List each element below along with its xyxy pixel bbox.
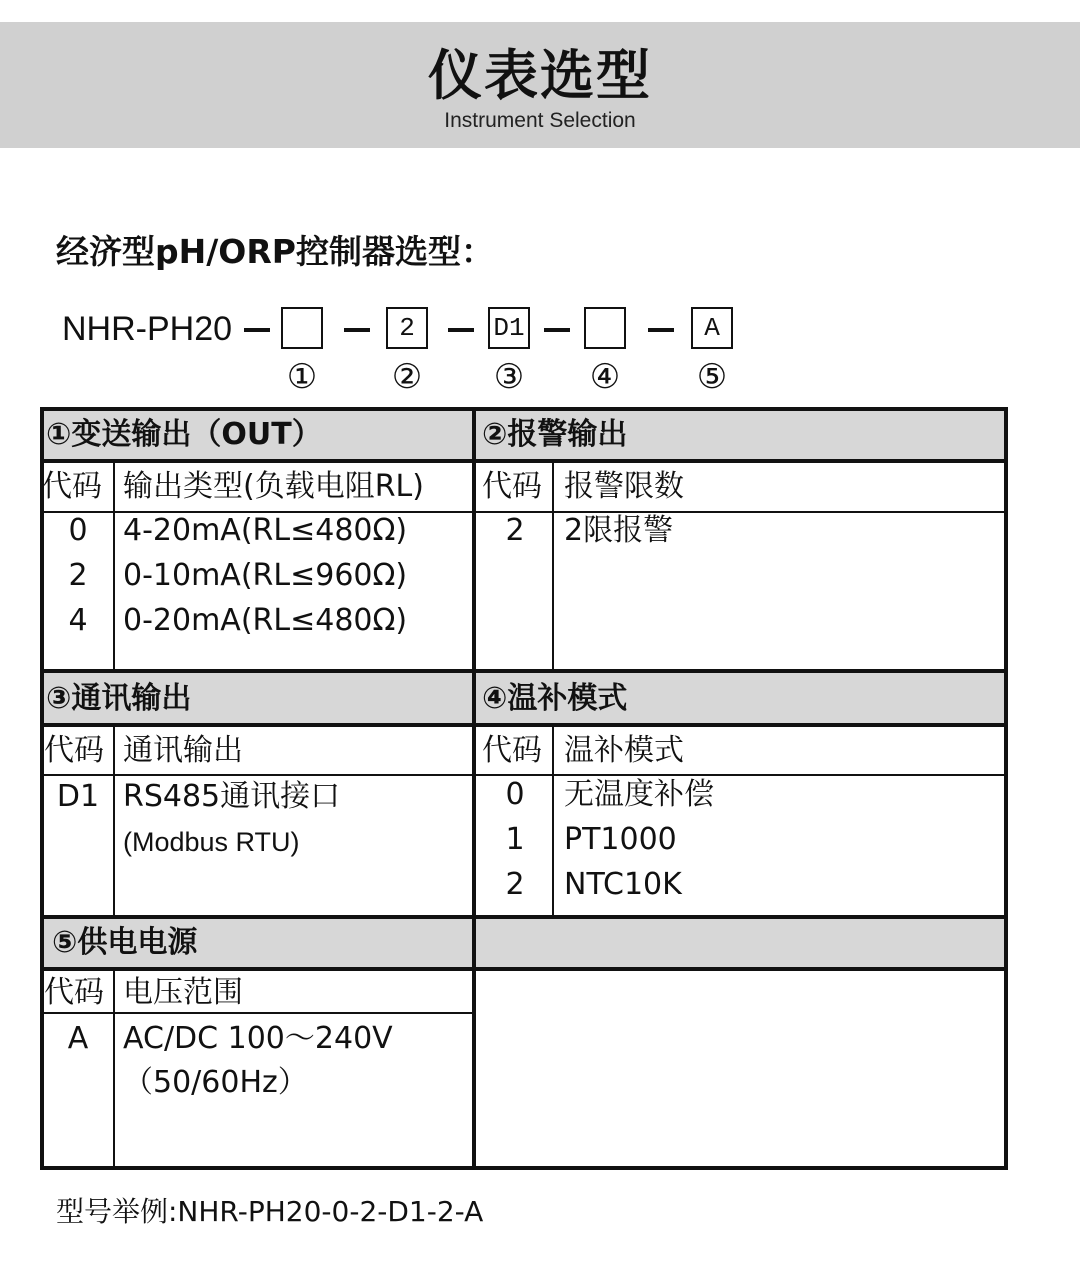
col-header-code: 代码	[42, 469, 102, 504]
model-box-5: A	[691, 307, 733, 349]
temp-row-code: 2	[505, 867, 525, 902]
position-number-3: ③	[493, 357, 525, 397]
section-title-comm: ③通讯输出	[46, 681, 192, 716]
alarm-row-desc: 2限报警	[564, 513, 674, 548]
position-number-4: ④	[589, 357, 621, 397]
out-row-code: 0	[68, 513, 88, 548]
col-header-desc: 电压范围	[123, 975, 243, 1010]
table-border	[40, 407, 1008, 411]
title-banner	[0, 22, 1080, 148]
temp-row-desc: 无温度补偿	[564, 777, 714, 812]
row-divider	[40, 459, 1008, 463]
out-row-code: 4	[68, 603, 88, 638]
temp-row-code: 0	[505, 777, 525, 812]
out-row-desc: 0-10mA(RL≤960Ω)	[123, 558, 408, 593]
table-border	[1004, 407, 1008, 1170]
table-border	[40, 407, 44, 1170]
temp-row-desc: NTC10K	[564, 867, 682, 902]
column-divider	[472, 407, 476, 1170]
col-header-code: 代码	[44, 975, 104, 1010]
position-number-5: ⑤	[696, 357, 728, 397]
model-box-2: 2	[386, 307, 428, 349]
row-divider	[40, 723, 1008, 727]
power-row-desc: AC/DC 100～240V	[123, 1021, 393, 1056]
code-column-divider	[552, 461, 554, 671]
table-border	[40, 1166, 1008, 1170]
dash	[344, 328, 370, 332]
col-header-desc: 输出类型(负载电阻RL)	[123, 469, 424, 504]
dash	[448, 328, 474, 332]
model-box-4	[584, 307, 626, 349]
temp-row-desc: PT1000	[564, 822, 677, 857]
temp-row-code: 1	[505, 822, 525, 857]
dash	[544, 328, 570, 332]
col-header-code: 代码	[44, 733, 104, 768]
section-title-temp: ④温补模式	[482, 681, 628, 716]
row-divider	[40, 669, 1008, 673]
code-column-divider	[113, 725, 115, 917]
section-title-out: ①变送输出（OUT）	[46, 417, 322, 452]
out-row-code: 2	[68, 558, 88, 593]
comm-row-code: D1	[56, 779, 100, 814]
dash	[648, 328, 674, 332]
col-header-desc: 温补模式	[564, 733, 684, 768]
code-column-divider	[113, 461, 115, 671]
power-row-code: A	[67, 1021, 89, 1056]
section-title-alarm: ②报警输出	[482, 417, 628, 452]
page-subtitle: Instrument Selection	[444, 109, 636, 132]
out-row-desc: 0-20mA(RL≤480Ω)	[123, 603, 408, 638]
model-box-3: D1	[488, 307, 530, 349]
code-column-divider	[552, 725, 554, 917]
col-header-code: 代码	[482, 733, 542, 768]
selection-table	[40, 407, 1008, 1170]
position-number-2: ②	[391, 357, 423, 397]
code-column-divider	[113, 969, 115, 1166]
model-example: 型号举例:NHR-PH20-0-2-D1-2-A	[56, 1195, 484, 1228]
model-box-1	[281, 307, 323, 349]
col-header-desc: 通讯输出	[123, 733, 243, 768]
comm-row-desc: RS485通讯接口	[123, 779, 341, 814]
dash	[244, 328, 270, 332]
col-header-desc: 报警限数	[564, 469, 684, 504]
power-row-desc-sub: （50/60Hz）	[123, 1065, 308, 1100]
position-number-1: ①	[286, 357, 318, 397]
row-divider	[40, 915, 1008, 919]
out-row-desc: 4-20mA(RL≤480Ω)	[123, 513, 408, 548]
page-title: 仪表选型	[428, 44, 652, 107]
section-heading: 经济型pH/ORP控制器选型：	[56, 232, 494, 271]
col-header-code: 代码	[482, 469, 542, 504]
row-divider	[40, 1012, 474, 1014]
section-title-power: ⑤供电电源	[52, 925, 198, 960]
alarm-row-code: 2	[505, 513, 525, 548]
comm-row-desc-sub: (Modbus RTU)	[123, 827, 300, 857]
model-prefix: NHR-PH20	[62, 310, 233, 348]
